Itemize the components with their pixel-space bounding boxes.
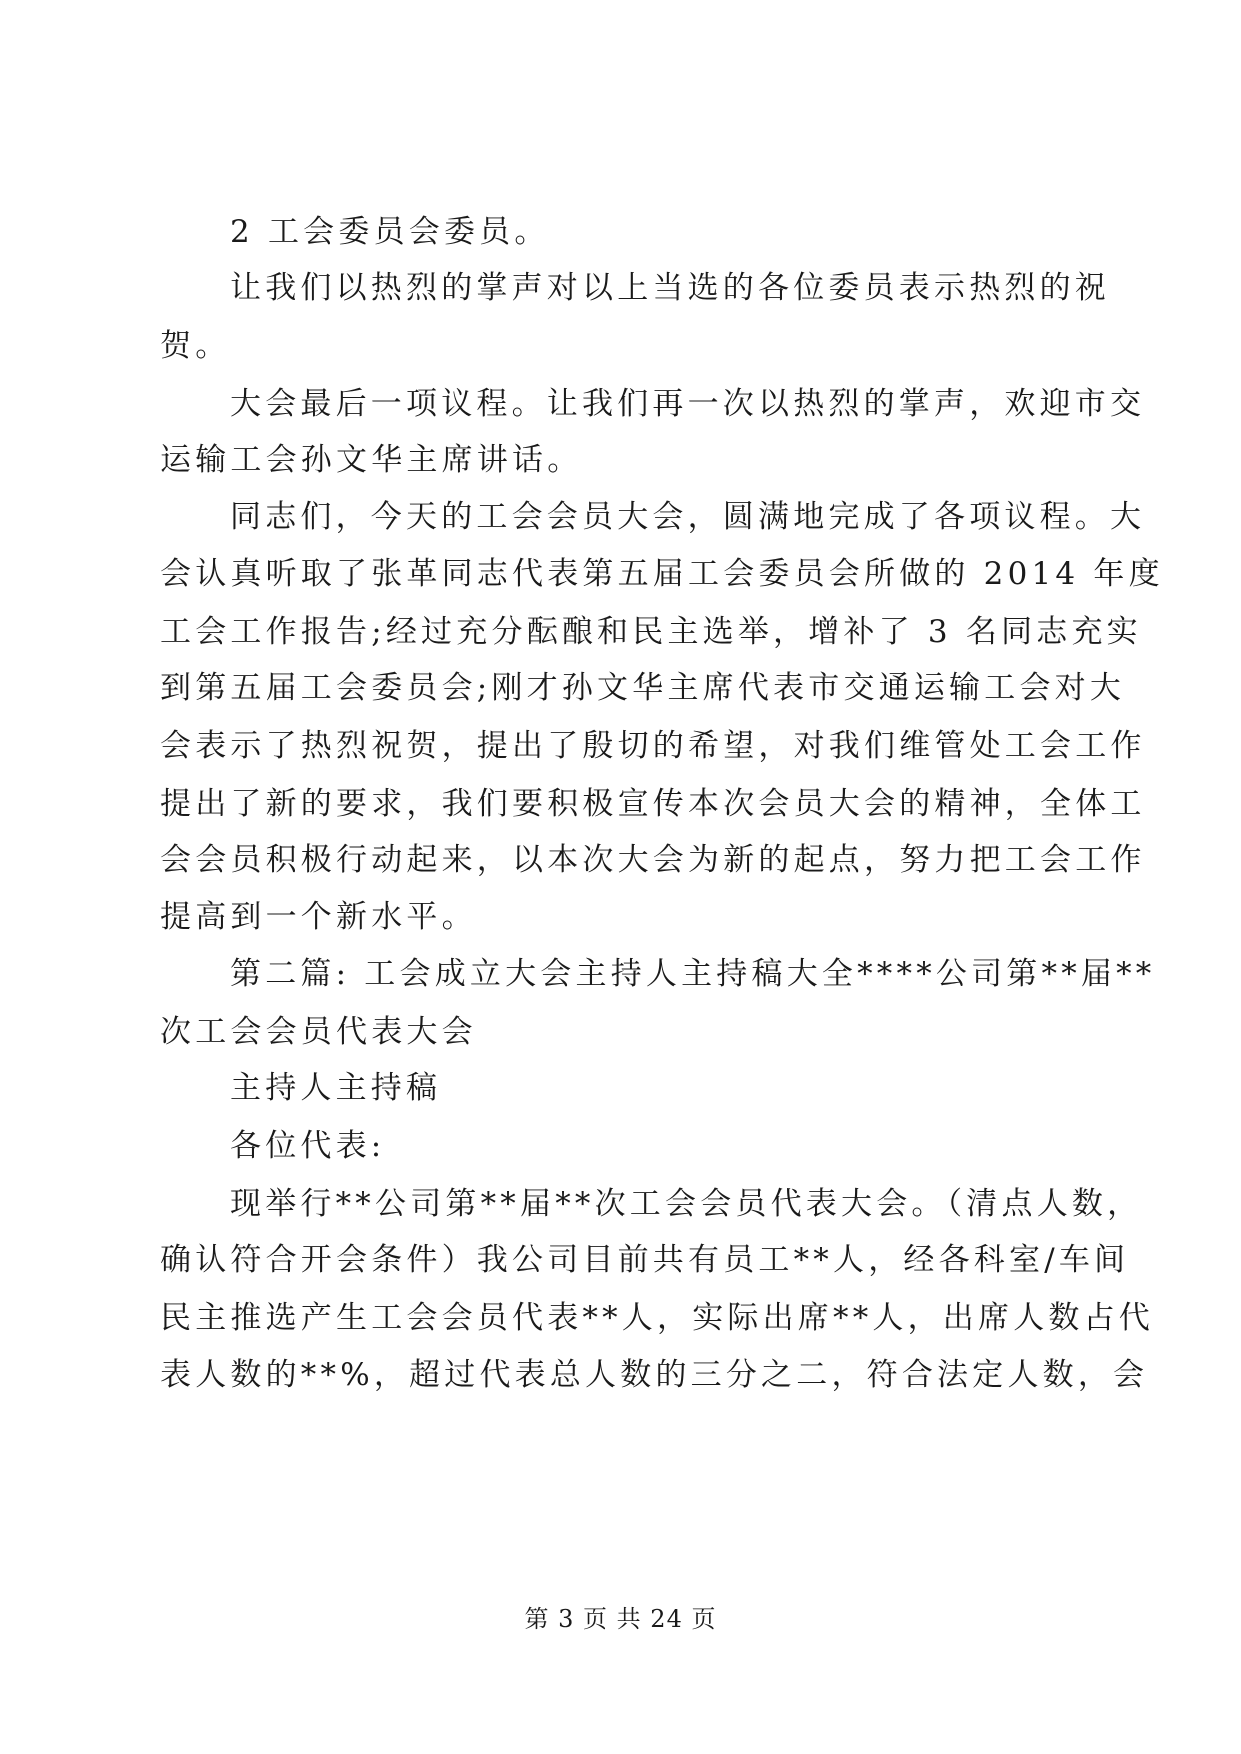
paragraph-line: 会表示了热烈祝贺，提出了殷切的希望，对我们维管处工会工作 [160, 728, 1146, 764]
paragraph-line: 贺。 [160, 328, 231, 364]
paragraph-line: 现举行**公司第**届**次工会会员代表大会。（清点人数， [230, 1186, 1143, 1222]
paragraph-line: 提出了新的要求，我们要积极宣传本次会员大会的精神，全体工 [160, 786, 1146, 822]
paragraph-line: 大会最后一项议程。让我们再一次以热烈的掌声，欢迎市交 [230, 386, 1146, 422]
paragraph-line: 民主推选产生工会会员代表**人，实际出席**人，出席人数占代 [160, 1300, 1154, 1336]
paragraph-line: 运输工会孙文华主席讲话。 [160, 442, 583, 478]
paragraph-line: 让我们以热烈的掌声对以上当选的各位委员表示热烈的祝 [230, 270, 1110, 306]
paragraph-line: 会认真听取了张革同志代表第五届工会委员会所做的 2014 年度 [160, 556, 1164, 592]
paragraph-line: 同志们，今天的工会会员大会，圆满地完成了各项议程。大 [230, 499, 1146, 535]
paragraph-line: 到第五届工会委员会;刚才孙文华主席代表市交通运输工会对大 [160, 670, 1126, 706]
paragraph-line: 确认符合开会条件）我公司目前共有员工**人，经各科室/车间 [160, 1242, 1130, 1278]
section-heading-line: 次工会会员代表大会 [160, 1014, 477, 1050]
paragraph-line: 2 工会委员会委员。 [230, 214, 550, 250]
page-number-footer: 第 3 页 共 24 页 [524, 1605, 717, 1633]
salutation-line: 各位代表: [230, 1128, 386, 1164]
section-heading-line: 第二篇: 工会成立大会主持人主持稿大全****公司第**届** [230, 956, 1156, 992]
paragraph-line: 工会工作报告;经过充分酝酿和民主选举，增补了 3 名同志充实 [160, 614, 1142, 650]
paragraph-line: 会会员积极行动起来，以本次大会为新的起点，努力把工会工作 [160, 842, 1146, 878]
paragraph-line: 表人数的**%，超过代表总人数的三分之二，符合法定人数，会 [160, 1357, 1149, 1393]
paragraph-line: 提高到一个新水平。 [160, 899, 477, 935]
subheading-line: 主持人主持稿 [230, 1070, 442, 1106]
